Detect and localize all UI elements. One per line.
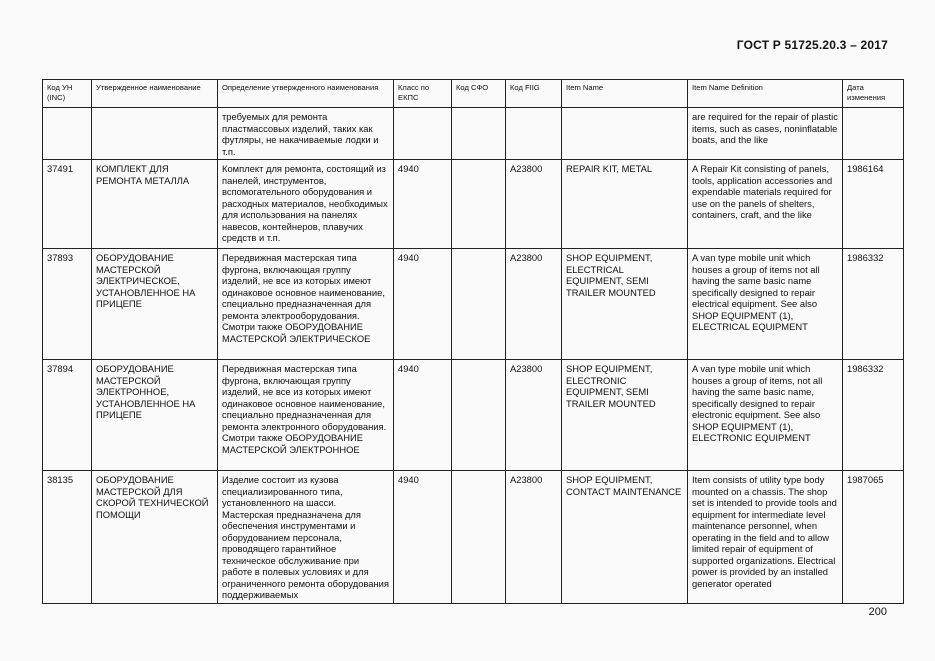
cell-name: ОБОРУДОВАНИЕ МАСТЕРСКОЙ ДЛЯ СКОРОЙ ТЕХНИЧЕСКОЙ ПОМОЩИ xyxy=(92,471,218,604)
column-header-class: Класс по ЕКПС xyxy=(394,80,452,108)
table-row xyxy=(43,360,904,471)
cell-item-definition: Item consists of utility type body mounted on a chassis. The shop set is intended to provide tools and equipment for intermediate level maintenance personnel, when operating in the field and to allow limited repair of equipment of supported organizations. Electrical power is provided by an installed generator operated xyxy=(688,471,843,604)
table-row xyxy=(43,249,904,360)
cell-item-name: SHOP EQUIPMENT, CONTACT MAINTENANCE xyxy=(562,471,688,604)
cell-item-definition: are required for the repair of plastic items, such as cases, noninflatable boats, and the like xyxy=(688,108,843,160)
cell-class: 4940 xyxy=(394,249,452,360)
cell-item-definition: A Repair Kit consisting of panels, tools, application accessories and expendable materials required for use on the panels of shelters, containers, craft, and the like xyxy=(688,160,843,249)
nomenclature-table xyxy=(42,79,904,604)
column-header-name: Утвержденное наименование xyxy=(92,80,218,108)
cell-sfo xyxy=(452,249,506,360)
cell-fiig: A23800 xyxy=(506,360,562,471)
cell-item-name: SHOP EQUIPMENT, ELECTRONIC EQUIPMENT, SEMI TRAILER MOUNTED xyxy=(562,360,688,471)
cell-code: 37894 xyxy=(43,360,92,471)
table-row xyxy=(43,160,904,249)
cell-fiig: A23800 xyxy=(506,249,562,360)
cell-date: 1987065 xyxy=(843,471,904,604)
cell-code: 37491 xyxy=(43,160,92,249)
cell-sfo xyxy=(452,160,506,249)
cell-definition: Передвижная мастерская типа фургона, включающая группу изделий, не все из которых имеют одинаковое основное наименование, специально предназначенная для ремонта электронного оборудования. Смотри также ОБОРУДОВАНИЕ МАСТЕРСКОЙ ЭЛЕКТРОННОЕ xyxy=(218,360,394,471)
cell-sfo xyxy=(452,471,506,604)
cell-item-definition: A van type mobile unit which houses a group of items, not all having the same basic name, specifically designed to repair electronic equipment. See also SHOP EQUIPMENT (1), ELECTRONIC EQUIPMENT xyxy=(688,360,843,471)
column-header-code: Код УН (INC) xyxy=(43,80,92,108)
table-header-row xyxy=(43,80,904,108)
cell-definition: Изделие состоит из кузова специализированного типа, установленного на шасси. Мастерская предназначена для обеспечения инструментами и оборудованием персонала, проводящего гарантийное техническое обслуживание при работе в полевых условиях и для ограниченного ремонта оборудования поддерживаемых xyxy=(218,471,394,604)
cell-code: 38135 xyxy=(43,471,92,604)
cell-sfo xyxy=(452,360,506,471)
cell-fiig: A23800 xyxy=(506,471,562,604)
cell-item-definition: A van type mobile unit which houses a group of items not all having the same basic name specifically designed to repair electrical equipment. See also SHOP EQUIPMENT (1), ELECTRICAL EQUIPMENT xyxy=(688,249,843,360)
column-header-sfo: Код СФО xyxy=(452,80,506,108)
cell-class: 4940 xyxy=(394,360,452,471)
column-header-definition: Определение утвержденного наименования xyxy=(218,80,394,108)
cell-item-name xyxy=(562,108,688,160)
column-header-fiig: Код FIIG xyxy=(506,80,562,108)
cell-class: 4940 xyxy=(394,471,452,604)
cell-sfo xyxy=(452,108,506,160)
cell-definition: требуемых для ремонта пластмассовых изделий, таких как футляры, не накачиваемые лодки и т.п. xyxy=(218,108,394,160)
cell-item-name: REPAIR KIT, METAL xyxy=(562,160,688,249)
cell-date: 1986332 xyxy=(843,249,904,360)
page-number: 200 xyxy=(868,606,887,618)
cell-name: ОБОРУДОВАНИЕ МАСТЕРСКОЙ ЭЛЕКТРОННОЕ, УСТАНОВЛЕННОЕ НА ПРИЦЕПЕ xyxy=(92,360,218,471)
column-header-item-name: Item Name xyxy=(562,80,688,108)
cell-name: КОМПЛЕКТ ДЛЯ РЕМОНТА МЕТАЛЛА xyxy=(92,160,218,249)
column-header-item-definition: Item Name Definition xyxy=(688,80,843,108)
cell-definition: Передвижная мастерская типа фургона, включающая группу изделий, не все из которых имеют одинаковое основное наименование, специально предназначенная для ремонта электрооборудования. Смотри также ОБОРУДОВАНИЕ МАСТЕРСКОЙ ЭЛЕКТРИЧЕСКОЕ xyxy=(218,249,394,360)
cell-code: 37893 xyxy=(43,249,92,360)
document-code: ГОСТ Р 51725.20.3 – 2017 xyxy=(736,38,888,52)
cell-class xyxy=(394,108,452,160)
cell-definition: Комплект для ремонта, состоящий из панелей, инструментов, вспомогательного оборудования и расходных материалов, необходимых для использования на панелях навесов, контейнеров, плавучих средств и т.п. xyxy=(218,160,394,249)
cell-class: 4940 xyxy=(394,160,452,249)
cell-item-name: SHOP EQUIPMENT, ELECTRICAL EQUIPMENT, SEMI TRAILER MOUNTED xyxy=(562,249,688,360)
table-row xyxy=(43,471,904,604)
cell-fiig: A23800 xyxy=(506,160,562,249)
cell-date xyxy=(843,108,904,160)
cell-fiig xyxy=(506,108,562,160)
cell-date: 1986164 xyxy=(843,160,904,249)
cell-name: ОБОРУДОВАНИЕ МАСТЕРСКОЙ ЭЛЕКТРИЧЕСКОЕ, УСТАНОВЛЕННОЕ НА ПРИЦЕПЕ xyxy=(92,249,218,360)
cell-code xyxy=(43,108,92,160)
cell-date: 1986332 xyxy=(843,360,904,471)
table-row xyxy=(43,108,904,160)
cell-name xyxy=(92,108,218,160)
column-header-date: Дата изменения xyxy=(843,80,904,108)
